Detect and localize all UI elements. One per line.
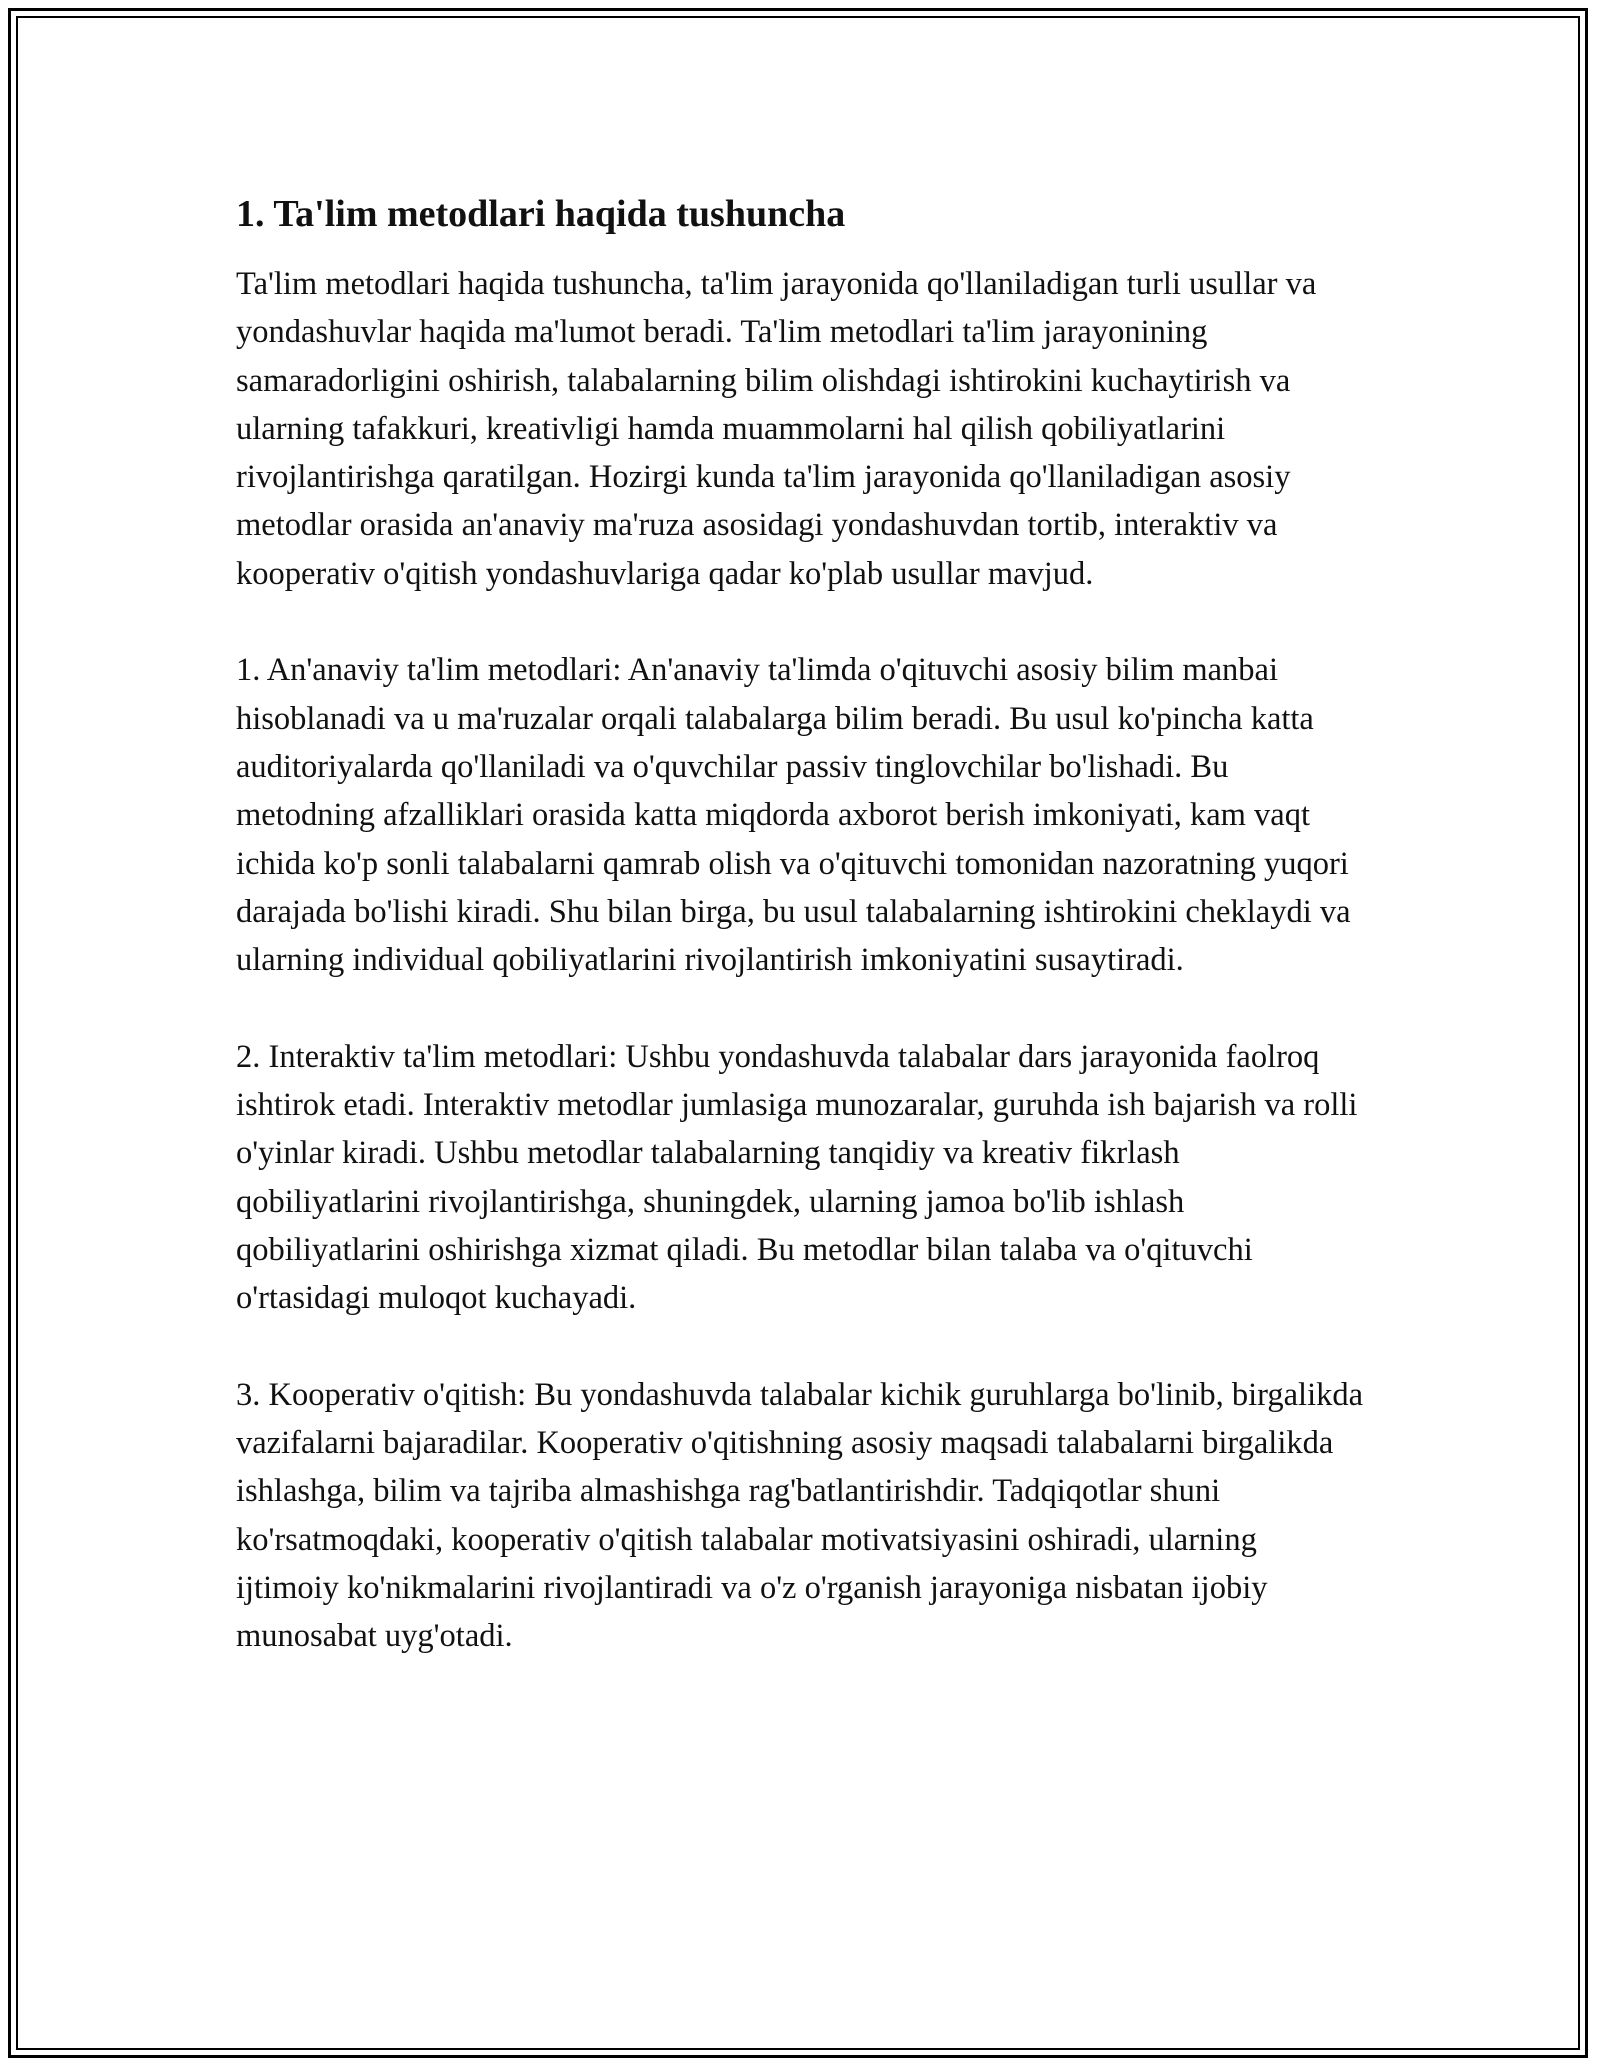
interactive-methods-paragraph: 2. Interaktiv ta'lim metodlari: Ushbu yondashuvda talabalar dars jarayonida faolroq ishtirok etadi. Interaktiv metodlar jumlasiga munozaralar, guruhda ish bajarish va rolli o'yinlar kiradi. Ushbu metodlar talabalarning tanqidiy va kreativ fikrlash qobiliyatlarini rivojlantirishga, shuningdek, ularning jamoa bo'lib ishlash qobiliyatlarini oshirishga xizmat qiladi. Bu metodlar bilan talaba va o'qituvchi o'rtasidagi muloqot kuchayadi. xyxy=(236,1038,1358,1317)
section-heading: 1. Ta'lim metodlari haqida tushuncha xyxy=(236,193,846,235)
traditional-methods-paragraph: 1. An'anaviy ta'lim metodlari: An'anaviy ta'limda o'qituvchi asosiy bilim manbai hisoblanadi va u ma'ruzalar orqali talabalarga bilim beradi. Bu usul ko'pincha katta auditoriyalarda qo'llaniladi va o'quvchilar passiv tinglovchilar bo'lishadi. Bu metodning afzalliklari orasida katta miqdorda axborot berish imkoniyati, kam vaqt ichida ko'p sonli talabalarni qamrab olish va o'qituvchi tomonidan nazoratning yuqori darajada bo'lishi kiradi. Shu bilan birga, bu usul talabalarning ishtirokini cheklaydi va ularning individual qobiliyatlarini rivojlantirish imkoniyatini susaytiradi. xyxy=(236,652,1351,979)
document-body xyxy=(236,190,1366,1709)
intro-paragraph: Ta'lim metodlari haqida tushuncha, ta'lim jarayonida qo'llaniladigan turli usullar va yondashuvlar haqida ma'lumot beradi. Ta'lim metodlari ta'lim jarayonining samaradorligini oshirish, talabalarning bilim olishdagi ishtirokini kuchaytirish va ularning tafakkuri, kreativligi hamda muammolarni hal qilish qobiliyatlarini rivojlantirishga qaratilgan. Hozirgi kunda ta'lim jarayonida qo'llaniladigan asosiy metodlar orasida an'anaviy ma'ruza asosidagi yondashuvdan tortib, interaktiv va kooperativ o'qitish yondashuvlariga qadar ko'plab usullar mavjud. xyxy=(236,266,1317,592)
cooperative-learning-paragraph: 3. Kooperativ o'qitish: Bu yondashuvda talabalar kichik guruhlarga bo'linib, birgalikda vazifalarni bajaradilar. Kooperativ o'qitishning asosiy maqsadi talabalarni birgalikda ishlashga, bilim va tajriba almashishga rag'batlantirishdir. Tadqiqotlar shuni ko'rsatmoqdaki, kooperativ o'qitish talabalar motivatsiyasini oshiradi, ularning ijtimoiy ko'nikmalarini rivojlantiradi va o'z o'rganish jarayoniga nisbatan ijobiy munosabat uyg'otadi. xyxy=(236,1376,1364,1655)
